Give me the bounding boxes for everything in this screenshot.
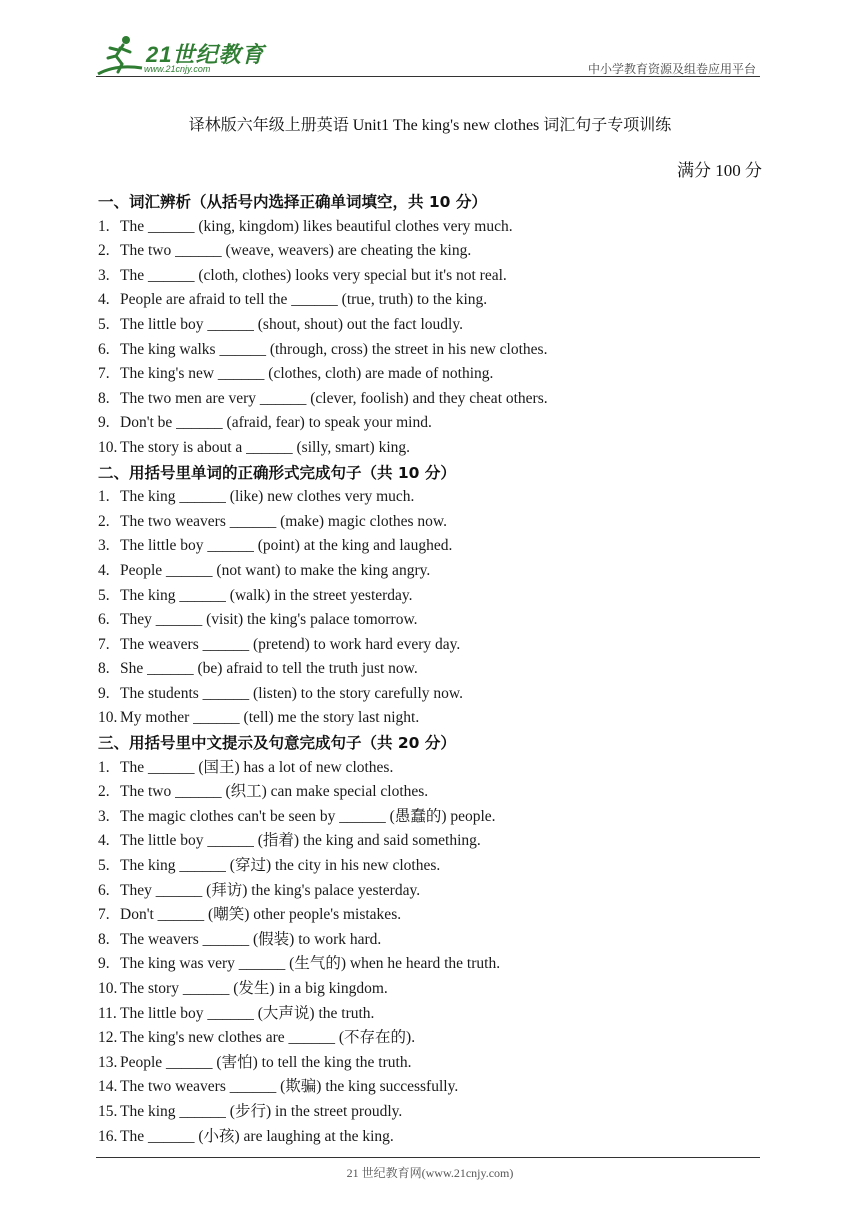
question-item (98, 510, 762, 535)
question-item (98, 977, 762, 1002)
question-item (98, 952, 762, 977)
question-text: The ______ (国王) has a lot of new clothes. (120, 758, 394, 776)
question-list (98, 756, 762, 1150)
question-item (98, 1026, 762, 1051)
header-divider (96, 76, 760, 77)
question-item (98, 1075, 762, 1100)
question-item (98, 1125, 762, 1150)
question-number: 16. (98, 1127, 118, 1145)
question-text: The little boy ______ (大声说) the truth. (120, 1004, 375, 1022)
section-chinese-hints (98, 731, 762, 1149)
question-text: The king ______ (walk) in the street yesterday. (120, 586, 413, 604)
section-heading: 二、用括号里单词的正确形式完成句子（共 10 分） (98, 463, 456, 482)
section-word-forms (98, 461, 762, 732)
question-text: People ______ (害怕) to tell the king the truth. (120, 1053, 412, 1071)
question-number: 10. (98, 709, 118, 727)
question-number: 7. (98, 365, 110, 383)
question-number: 4. (98, 561, 110, 579)
question-item (98, 338, 762, 363)
question-number: 6. (98, 340, 110, 358)
question-number: 5. (98, 586, 110, 604)
runner-logo-icon (96, 34, 144, 78)
question-item (98, 215, 762, 240)
question-text: The story is about a ______ (silly, smart) king. (120, 438, 411, 456)
section-heading: 一、词汇辨析（从括号内选择正确单词填空，共 10 分） (98, 193, 487, 211)
document-title: 译林版六年级上册英语 Unit1 The king's new clothes 词汇句子专项训练 (188, 117, 672, 134)
question-text: The two men are very ______ (clever, foolish) and they cheat others. (120, 389, 548, 407)
question-number: 9. (98, 414, 110, 432)
question-number: 2. (98, 512, 110, 530)
question-item (98, 854, 762, 879)
question-number: 7. (98, 635, 110, 653)
question-item (98, 362, 762, 387)
question-list (98, 215, 762, 461)
question-text: The king's new ______ (clothes, cloth) are made of nothing. (120, 365, 494, 383)
question-item (98, 756, 762, 781)
total-score: 满分 100 分 (677, 161, 762, 180)
question-text: The ______ (小孩) are laughing at the king. (120, 1127, 394, 1145)
question-text: The king ______ (穿过) the city in his new clothes. (120, 857, 441, 875)
question-item (98, 264, 762, 289)
question-item (98, 288, 762, 313)
question-text: Don't be ______ (afraid, fear) to speak your mind. (120, 414, 432, 432)
platform-tagline: 中小学教育资源及组卷应用平台 (587, 62, 756, 76)
question-number: 4. (98, 291, 110, 309)
question-text: The king was very ______ (生气的) when he heard the truth. (120, 955, 501, 973)
question-number: 6. (98, 611, 110, 629)
question-item (98, 682, 762, 707)
question-text: The two ______ (织工) can make special clothes. (120, 783, 429, 801)
question-text: The king ______ (like) new clothes very much. (120, 488, 415, 506)
page-footer: 21 世纪教育网(www.21cnjy.com) (346, 1166, 514, 1180)
question-text: The little boy ______ (point) at the king and laughed. (120, 537, 453, 555)
question-text: The magic clothes can't be seen by ______ (愚蠢的) people. (120, 807, 496, 825)
question-text: She ______ (be) afraid to tell the truth just now. (120, 660, 418, 678)
question-text: The two ______ (weave, weavers) are cheating the king. (120, 242, 472, 260)
question-number: 14. (98, 1078, 118, 1096)
question-item (98, 485, 762, 510)
question-item (98, 780, 762, 805)
question-number: 9. (98, 955, 110, 973)
question-item (98, 239, 762, 264)
question-item (98, 559, 762, 584)
footer-divider (96, 1157, 760, 1158)
question-text: The ______ (king, kingdom) likes beautiful clothes very much. (120, 217, 513, 235)
question-number: 8. (98, 930, 110, 948)
question-item (98, 534, 762, 559)
question-list (98, 485, 762, 731)
question-text: The two weavers ______ (欺骗) the king successfully. (120, 1078, 459, 1096)
question-number: 7. (98, 906, 110, 924)
question-text: The ______ (cloth, clothes) looks very special but it's not real. (120, 266, 507, 284)
question-item (98, 436, 762, 461)
question-text: People are afraid to tell the ______ (true, truth) to the king. (120, 291, 488, 309)
question-number: 12. (98, 1029, 118, 1047)
question-text: People ______ (not want) to make the king angry. (120, 561, 431, 579)
question-number: 3. (98, 266, 110, 284)
exercise-content (98, 188, 762, 1149)
page-header (0, 0, 860, 80)
question-item (98, 411, 762, 436)
question-number: 8. (98, 389, 110, 407)
question-number: 1. (98, 758, 110, 776)
question-number: 10. (98, 980, 118, 997)
question-item (98, 1051, 762, 1076)
question-item (98, 928, 762, 953)
question-item (98, 657, 762, 682)
question-text: The weavers ______ (pretend) to work hard every day. (120, 635, 461, 653)
question-text: The little boy ______ (指着) the king and said something. (120, 832, 481, 850)
question-number: 11. (98, 1004, 117, 1022)
question-number: 5. (98, 315, 110, 333)
question-item (98, 829, 762, 854)
question-number: 3. (98, 537, 110, 555)
question-number: 2. (98, 783, 110, 801)
question-text: They ______ (拜访) the king's palace yesterday. (120, 881, 421, 899)
question-number: 1. (98, 217, 110, 235)
logo-url: www.21cnjy.com (144, 64, 211, 74)
question-number: 13. (98, 1053, 118, 1071)
question-item (98, 805, 762, 830)
question-text: Don't ______ (嘲笑) other people's mistakes. (120, 906, 402, 924)
question-text: The king walks ______ (through, cross) the street in his new clothes. (120, 340, 548, 358)
site-logo (96, 34, 266, 78)
section-heading: 三、用括号里中文提示及句意完成句子（共 20 分） (98, 734, 456, 753)
question-item (98, 633, 762, 658)
question-text: The weavers ______ (假装) to work hard. (120, 930, 382, 948)
section-vocabulary-choice (98, 190, 762, 461)
question-item (98, 584, 762, 609)
question-number: 5. (98, 857, 110, 875)
question-text: The story ______ (发生) in a big kingdom. (120, 980, 388, 997)
question-number: 4. (98, 832, 110, 850)
question-text: The little boy ______ (shout, shout) out the fact loudly. (120, 315, 463, 333)
question-text: My mother ______ (tell) me the story last night. (120, 709, 420, 727)
question-text: They ______ (visit) the king's palace tomorrow. (120, 611, 418, 629)
question-item (98, 608, 762, 633)
question-number: 3. (98, 807, 110, 825)
question-item (98, 313, 762, 338)
question-item (98, 706, 762, 731)
question-number: 8. (98, 660, 110, 678)
logo-text: 21世纪教育 (146, 42, 265, 67)
question-number: 1. (98, 488, 110, 506)
question-item (98, 1100, 762, 1125)
question-number: 6. (98, 881, 110, 899)
question-text: The king ______ (步行) in the street proudly. (120, 1102, 403, 1120)
question-number: 10. (98, 438, 118, 456)
question-item (98, 903, 762, 928)
question-item (98, 387, 762, 412)
question-text: The king's new clothes are ______ (不存在的). (120, 1029, 416, 1047)
question-item (98, 1002, 762, 1027)
question-text: The students ______ (listen) to the story carefully now. (120, 684, 463, 702)
question-text: The two weavers ______ (make) magic clothes now. (120, 512, 447, 530)
question-item (98, 879, 762, 904)
question-number: 2. (98, 242, 110, 260)
question-number: 15. (98, 1102, 118, 1120)
question-number: 9. (98, 684, 110, 702)
